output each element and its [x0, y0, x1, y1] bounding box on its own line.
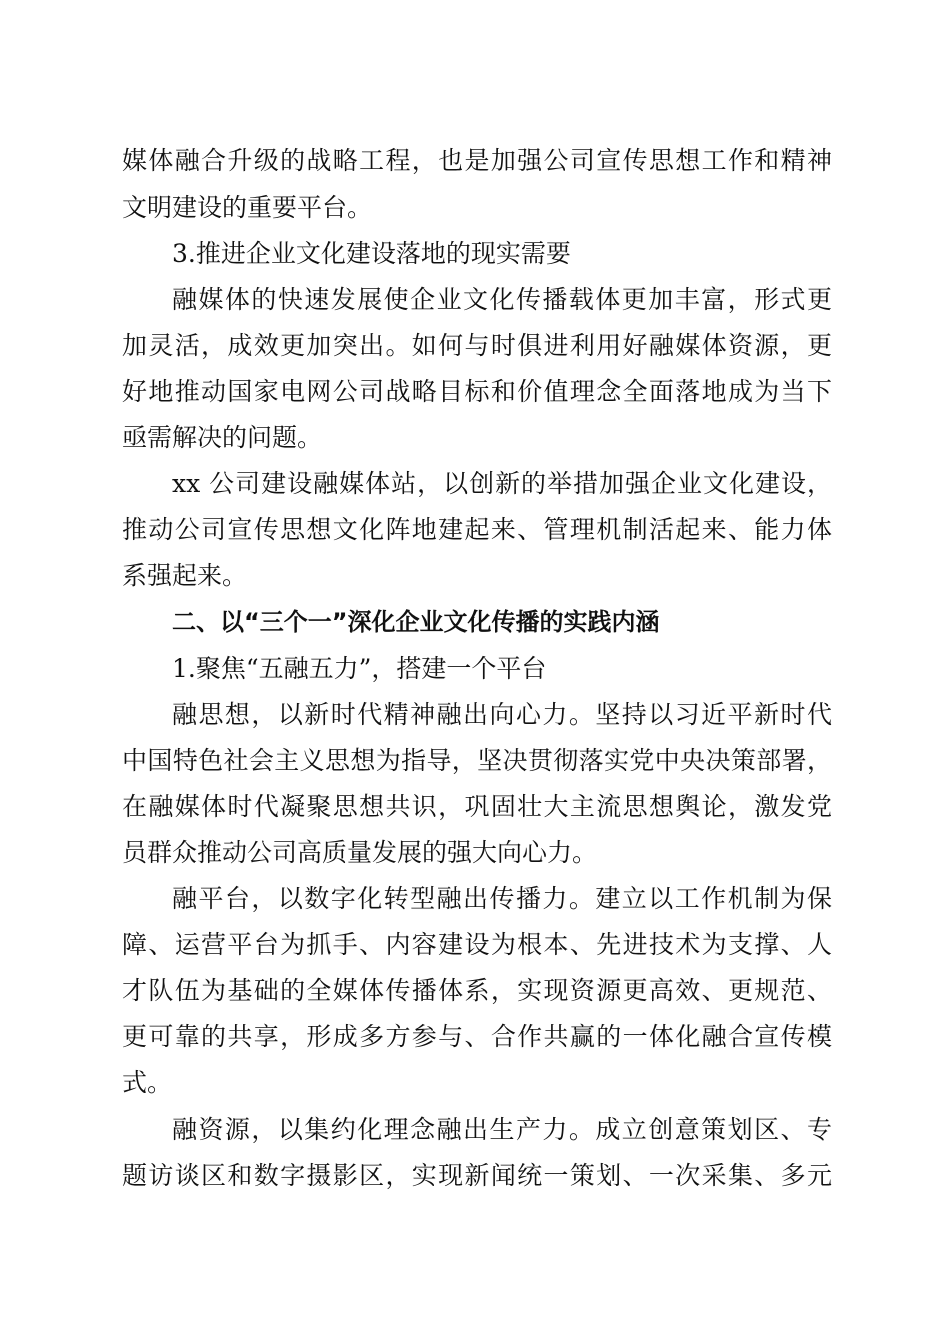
body-text-line: 媒体融合升级的战略工程，也是加强公司宣传思想工作和精神 [122, 146, 832, 175]
section-heading: 二、以“三个一”深化企业文化传播的实践内涵 [172, 608, 660, 636]
body-text-line: 中国特色社会主义思想为指导，坚决贯彻落实党中央决策部署， [122, 746, 832, 775]
body-text-line: 好地推动国家电网公司战略目标和价值理念全面落地成为当下 [122, 377, 832, 406]
body-text-line: 推动公司宣传思想文化阵地建起来、管理机制活起来、能力体 [122, 515, 832, 544]
body-text-line: 文明建设的重要平台。 [122, 193, 373, 222]
subsection-heading: 1.聚焦“五融五力”，搭建一个平台 [172, 654, 547, 683]
body-text-line: 员群众推动公司高质量发展的强大向心力。 [122, 838, 598, 867]
body-text-line: 式。 [122, 1068, 173, 1097]
body-text-line: 融媒体的快速发展使企业文化传播载体更加丰富，形式更 [172, 285, 832, 314]
body-text-line: 融资源，以集约化理念融出生产力。成立创意策划区、专 [172, 1115, 832, 1144]
body-text-line: 融平台，以数字化转型融出传播力。建立以工作机制为保 [172, 884, 832, 913]
body-text-line: 系强起来。 [122, 561, 248, 590]
body-text-line: 才队伍为基础的全媒体传播体系，实现资源更高效、更规范、 [122, 976, 832, 1005]
body-text-line: 融思想，以新时代精神融出向心力。坚持以习近平新时代 [172, 700, 832, 729]
body-text-line: xx 公司建设融媒体站，以创新的举措加强企业文化建设， [172, 469, 832, 498]
body-text-line: 题访谈区和数字摄影区，实现新闻统一策划、一次采集、多元 [122, 1161, 832, 1190]
subsection-heading: 3.推进企业文化建设落地的现实需要 [172, 239, 571, 268]
body-text-line: 在融媒体时代凝聚思想共识，巩固壮大主流思想舆论，激发党 [122, 792, 832, 821]
body-text-line: 加灵活，成效更加突出。如何与时俱进利用好融媒体资源，更 [122, 331, 832, 360]
body-text-line: 亟需解决的问题。 [122, 423, 323, 452]
body-text-line: 障、运营平台为抓手、内容建设为根本、先进技术为支撑、人 [122, 930, 832, 959]
body-text-line: 更可靠的共享，形成多方参与、合作共赢的一体化融合宣传模 [122, 1022, 832, 1051]
